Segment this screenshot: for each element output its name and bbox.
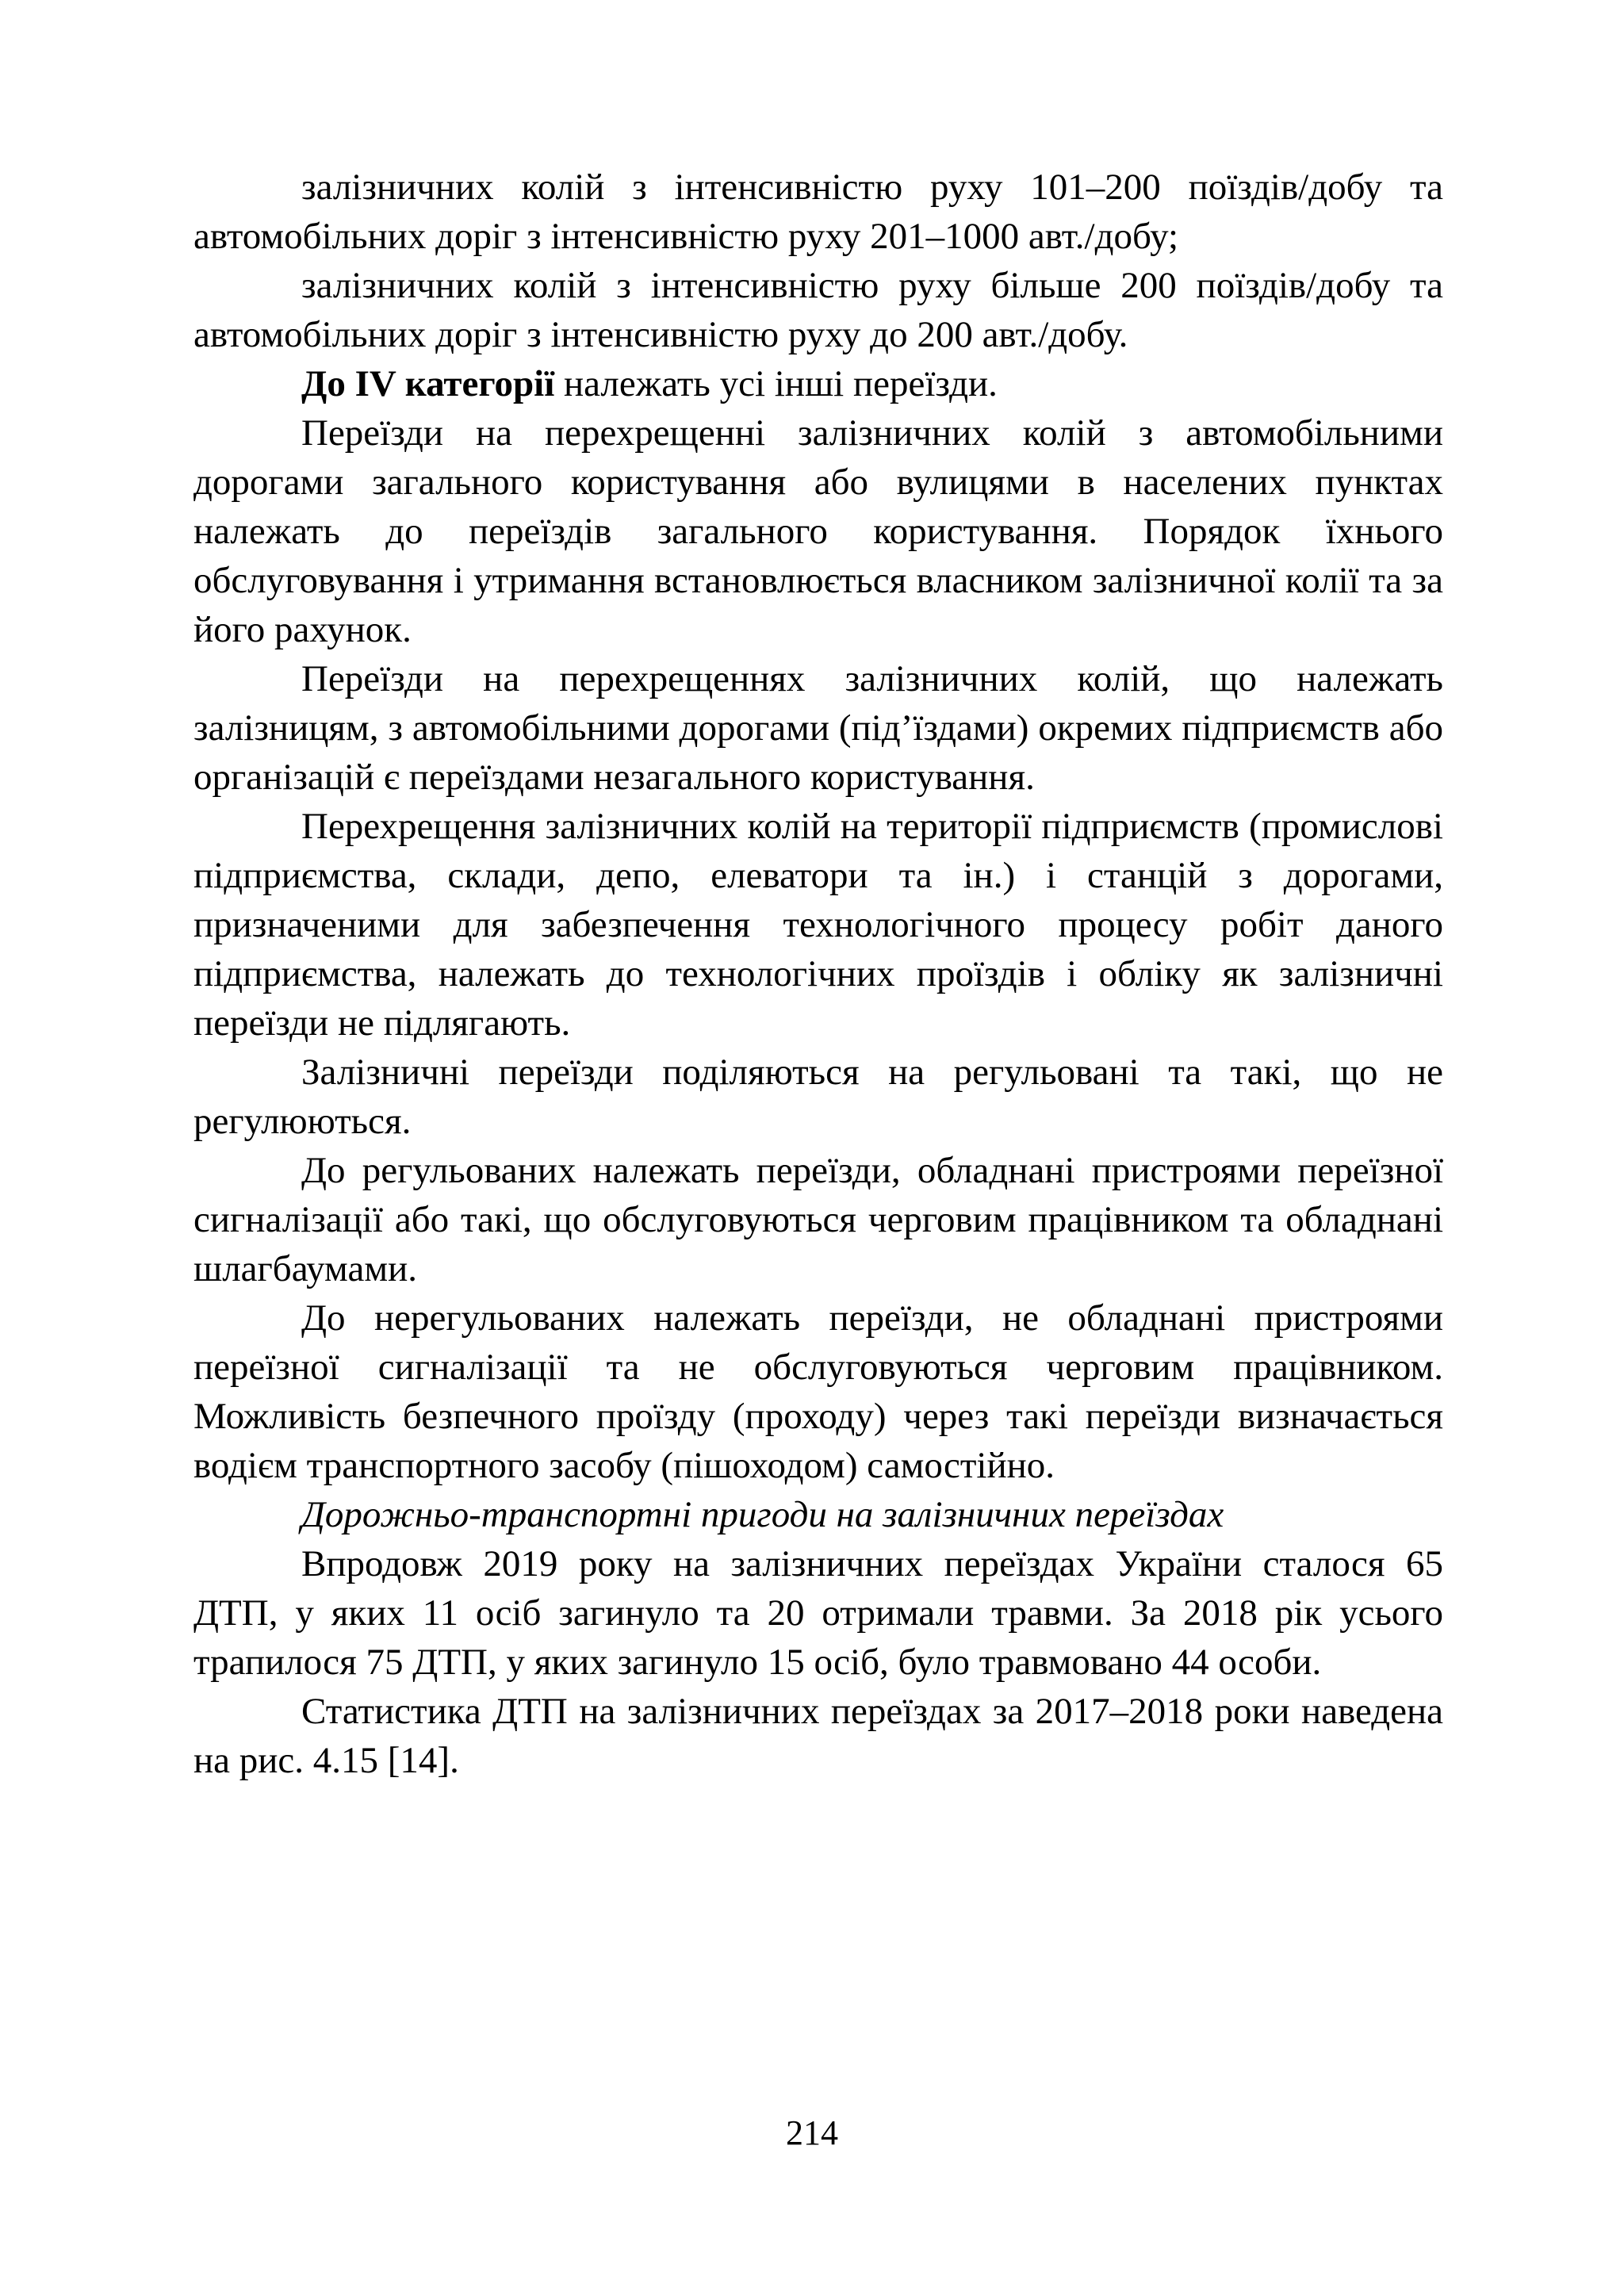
category-iv-bold: До IV категорії [301,363,555,404]
paragraph-statistics-reference [193,1687,1443,1785]
paragraph-text: До регульованих належать переїзди, обладнані пристроями переїзної сигналізації або такі, що обслуговуються черговим працівником та обладнані шлагбаумами. [193,1150,1443,1289]
paragraph-unregulated [193,1293,1443,1490]
paragraph-text: залізничних колій з інтенсивністю руху більше 200 поїздів/добу та автомобільних доріг з інтенсивністю руху до 200 авт./добу. [193,265,1443,355]
paragraph-rail-over-200 [193,261,1443,359]
paragraph-public-crossings [193,408,1443,654]
paragraph-text: Залізничні переїзди поділяються на регульовані та такі, що не регулюються. [193,1052,1443,1142]
paragraph-technological-crossings [193,802,1443,1048]
page-body [193,163,1443,1785]
paragraph-text: належать усі інші переїзди. [554,363,998,404]
paragraph-regulated-types [193,1048,1443,1146]
paragraph-category-iv [193,359,1443,408]
paragraph-text: Статистика ДТП на залізничних переїздах за 2017–2018 роки наведена на рис. 4.15 [14]. [193,1691,1443,1781]
paragraph-text: Переїзди на перехрещеннях залізничних колій, що належать залізницям, з автомобільними дорогами (під’їздами) окремих підприємств або організацій є переїздами незагального користування. [193,658,1443,798]
section-heading-accidents [193,1490,1443,1539]
paragraph-text: Переїзди на перехрещенні залізничних колій з автомобільними дорогами загального користування або вулицями в населених пунктах належать до переїздів загального користування. Порядок їхнього обслуговування і утримання встановлюється власником залізничної колії та за його рахунок. [193,412,1443,650]
paragraph-text: Впродовж 2019 року на залізничних переїздах України сталося 65 ДТП, у яких 11 осіб загинуло та 20 отримали травми. За 2018 рік усього трапилося 75 ДТП, у яких загинуло 15 осіб, було травмовано 44 особи. [193,1543,1443,1683]
paragraph-text: залізничних колій з інтенсивністю руху 101–200 поїздів/добу та автомобільних доріг з інтенсивністю руху 201–1000 авт./добу; [193,167,1443,257]
page-number: 214 [786,2113,838,2152]
paragraph-text: Перехрещення залізничних колій на території підприємств (промислові підприємства, склади, депо, елеватори та ін.) і станцій з дорогами, призначеними для забезпечення технологічного процесу робіт даного підприємства, належать до технологічних проїздів і обліку як залізничні переїзди не підлягають. [193,806,1443,1044]
paragraph-rail-101-200 [193,163,1443,261]
paragraph-private-crossings [193,654,1443,802]
paragraph-regulated [193,1146,1443,1293]
paragraph-text: До нерегульованих належать переїзди, не обладнані пристроями переїзної сигналізації та не обслуговуються черговим працівником. Можливість безпечного проїзду (проходу) через такі переїзди визначається водієм транспортного засобу (пішоходом) самостійно. [193,1297,1443,1486]
paragraph-accidents-2019 [193,1539,1443,1687]
section-heading-text: Дорожньо-транспортні пригоди на залізничних переїздах [301,1494,1224,1535]
